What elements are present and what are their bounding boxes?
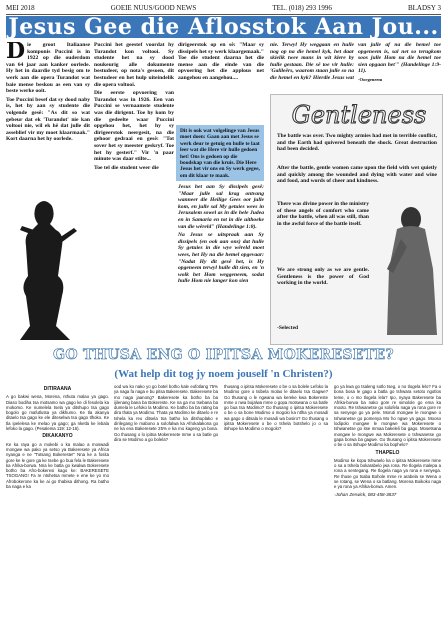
column-4-a	[270, 42, 354, 92]
col1-paragraph-1: ie groot Italiaanse komponis Puccini is in 1922 op die ouderdom van 64 jaar aan kanker oorlede. Hy het in daardie tyd besig om te werk aan die opera Turandot wat baie mense beskou as een van sy beste werke ooit.	[6, 42, 90, 95]
lower-column-3	[224, 384, 328, 634]
article-title: Jesus Gee die Aflosstok Aan Jou...	[6, 16, 441, 38]
lower-c4b-text: Modimo ke kopa tshwaelo ka o ipitsa Mokeresete mme o sa a tshela bokarabelo jwa rona. Re tlogela malepa a rona a sentegang. Re tlogela naga ya rona e senyega. Re thuse go tsaba Bohole mme re arabela se Wena o se rotang, se Wena o sa batlang. Morena Boikoko naga e ya rona ya Afrika-borwa. Amen.	[334, 457, 441, 490]
col3-paragraph-1: dirigeerstok op en sê: "Maar sy dissipels het sy werk klaargemaak." Toe die student daarna het die mense aan die einde van die opvoering het die applous net aangehou en aangehou....	[178, 42, 264, 81]
section-heading-ditiraana: DITIRAANA	[43, 386, 72, 392]
gentleness-p1: The battle was over. Two mighty armies had met in terrible conflict, and the Earth had quivered beneath the shock. Great destruction had been decided.	[277, 133, 437, 152]
lower-c2-text: ood wa ko nako yo go botel botho kale eofotlang 75% ya naga fa naga e bu pitsa Bakeresete. Bakeresete ba mo naga jaanong? Bakeresete ka botho ba ba ijilenang bana ba Bokereste. Ke na ga mo tsebana ba dumela le Lefoko la Modimo. Ke batho ba ba rating ba dira thata ya Modimo. Thata ya Modimo ke ditaelo e re tshela ka reo ditsela tsa batho ka ditshuplako e dirilegang le mabono a solofalwa ka Afrokalakona go ne ka ena Bakeresete 25% e ka mo kageng ya bona. Go thusang o lo ipitsa Mokeresete mme o sa batle go dira se Modimo a go bolela?	[114, 384, 218, 442]
col2-paragraph-2: Die eerste opvoering van Turandot was in 1926. Een van Puccini se vernaamste studente was die dirigent. Toe hy kom by die gedeelte waar Puccini opgehou het, het hy sy dirigeerstok neergesit, na die gehoor gedraai en gesê: "Tot sover het sy meester geskryf. Toe het hy gesterf." Vir 'n paar minute was daar stilte...	[94, 90, 174, 163]
column-3-bottom	[178, 184, 264, 342]
highlight-box: Dit is ook wat volgelinge van Jesus moet doen: Gaan aan met Jesus se werk deur te getuig en hulle te laat leer wat die Here vir hulle gedoen het! Ons is gedoen op die boodskap van die kruis. Die Here Jesus het vir ons en Sy werk gegee, om dit klaar te maak.	[176, 125, 264, 181]
lower-column-2	[114, 384, 218, 634]
col3-paragraph-2: Jesus het aan Sy dissipels gesê: "Maar julle sal krag ontvang wanneer die Heilige Gees oor julle kom, en julle sal My getuies wees in Jerusalem sowel as in die hele Judea en in Samaria en tot in die uithoeke van die wêreld" (Handelinge 1:8).	[178, 184, 264, 230]
conductor-statue-icon	[6, 186, 94, 342]
issue-date: MEI 2018	[6, 4, 35, 12]
lower-c3-text: thusang o ipitsa Mokeresete o be o sa bolele Lefoko la Modimo gore o tsibela molao le ditaelo tsa Gagwe? Go thusang o le ngwana wa kereke kwa Bokereste mme o nwa bojalwa mme o gopa motswana o sa batle go bua tsa Modimo? Go thusang o ipitsa Mokeresete o be o sa bone Modimo o mogolo ka ntlha ya mosadi wa gago o ditsala le mosadi wa bosiro? Go thusang o ipitsa Mokeresete o be o tshela botshelo jo o sa itshupe ka Modimo o mogolo?	[224, 384, 328, 432]
gentleness-p3: There was divine power in the ministry of these angels of comfort who came after the battle, when all was still, than in the awful force of the battle itself.	[277, 201, 369, 227]
column-1	[6, 42, 90, 184]
lower-c1-text: A go bakwi wena, Morena, nthuta malao ya gago. Diaso bodiha tsa motsamo wa gago ke di fesolela ka mokomo. Ke numelela tsela ya ditshupo tsa gago bogolo go mafutlutsa ya dikhumo. Ke tla akanya ditaelo tsa gago ke ele diteselwa tsa gago tlhoko. Ke tla ipelelesa ke melao ya gago; ga nketla ke lebala lefoko la gago. (Pesalema 119: 12-16).	[6, 394, 109, 432]
lower-column-4	[334, 384, 441, 634]
gentleness-p4: We are strong only as we are gentle. Gentleness is the power of God working in the world.	[277, 267, 369, 286]
section-heading-dikakanyo: DIKAKANYO	[42, 433, 73, 440]
statue-illustration	[6, 186, 94, 342]
col2-paragraph-3: Toe tel die student weer die	[94, 164, 159, 171]
column-2	[94, 42, 174, 272]
lower-c4-text: go ya kwa go tsaleng sotlo tseg, o no tlogela lelo? Fa o bona bosa le gago a batla go tshwara setoto ngotlos teme, o o mo tlogela lela? Ipo, nyaya Bakeresete ba Afrika-borwa ba nako gore re simolole go ema ka mooto. Re tshwanetse go solofela naga ya rona gore re sa senyege go ya pele. Moruti mongwe le mongwe o tshwanetse go pomenya Mo ho ngwe ya gago. Mooso lodipolo mongwe le mongwe wa Mokeresete o tshwanetse go itse mmaa bakeleli ba gago. Mosetsana mongwe le mongwe wa Mokeresete o tshwanetse go gapa borwa ba gagwe. Go thusang o ipitsa Mokeresete o be o sa itshupe Modimo ka bophelo?	[334, 384, 441, 448]
lower-c1b-text: Ke ka raya go a mokebi o ka malao a moswadi mongwe wa pako ya setso ya Bakeresete ya Africa nyanga e ne "Totsang Bokereste!" Nna ke a fosita gore ke le gore ga ke tsebe go bua fela le Bakeresete ka Afrika-borwa. Nna ke batla go kwalwa Bokeresete botho ba Afro-bokeresi kago ke: BAKERESETE TSOGANG! Fa re ntshetsa mmete e ene ke yo mo Afrobokerone ka ke ai go thabisa dithong. Ra batho ba naga e ka	[6, 441, 109, 490]
drop-cap: D	[6, 42, 26, 64]
column-4-b	[358, 42, 441, 92]
section-heading-thapelo: THAPELO	[375, 449, 400, 456]
phone-number: TEL. (018) 293 1996	[272, 4, 332, 12]
page-number: BLADSY 3	[407, 4, 441, 12]
gentleness-box	[270, 94, 443, 345]
lower-column-1	[6, 384, 109, 634]
gentleness-title: Gentleness	[291, 101, 427, 129]
col2-paragraph-1: Puccini het geestef voordat hy Turandot kon voltooi. Sy studente het na sy dood noukeurig alle dokumente bestudeer, op nota's gesoen, dit bestudeer en het hulp uiteindelik die opera voltooi.	[94, 42, 174, 88]
gentleness-author: -Selected	[277, 325, 299, 331]
col4-author: -Oorgeneem	[358, 76, 383, 82]
col3-paragraph-3: Na Jesus se uitspraak aan Sy dissipels (en ook aan ons) dat hulle Sy getuies in die wye wêreld moet wees, het Hy na die hemel opgevaar: "Nadat Hy dit gesê het, is Hy opgeneem terwyl hulle dit sien, en 'n wolk het Hom weggeneem, sodat hulle Hom nie langer kon sien	[178, 232, 264, 285]
lower-author: -Johan Zerwick, 083-458-3837	[334, 491, 397, 497]
col4-paragraph-2: van julle af na die hemel toe opgeneem is, sal net so terugkom soos julle Hom na die hemel toe sien opgaan het'" (Handelinge 1:9-11).	[358, 42, 441, 75]
col4-paragraph-1: nie. Terwyl Hy weggaan en hulle nog op na die hemel kyk, het daar skielik twee mans in wit klere by hulle gestaan. Die sê toe vir hulle: 'Galileërs, waarom staan julle so na die hemel en kyk? Hierdie Jesus wat	[270, 42, 354, 81]
gentleness-p2: After the battle, gentle women came upon the field with wet quietly and quickly among the wounded and dying with water and wine and food, and words of cheer and kindness.	[277, 165, 437, 184]
second-article-title: GO THUSA ENG O IPITSA MOKERESETE?	[53, 347, 394, 363]
col1-paragraph-2: Toe Puccini besef dat sy dood naby is, het hy aan sy studente die volgende gesê: "As dit so wat gebeur dat ek 'Turandot' nie kan voltooi nie, wil ek hê dat julle dit asseblief vir my moet klaarmaak." Kort daarna het hy oorlede.	[6, 96, 90, 143]
column-3-top	[178, 42, 264, 124]
second-article-subtitle: (Wat help dit tog jy noem jouself 'n Christen?)	[114, 368, 333, 380]
publication-name: GOEIE NUUS/GOOD NEWS	[110, 4, 197, 12]
nurse-silhouette-icon	[375, 199, 439, 339]
